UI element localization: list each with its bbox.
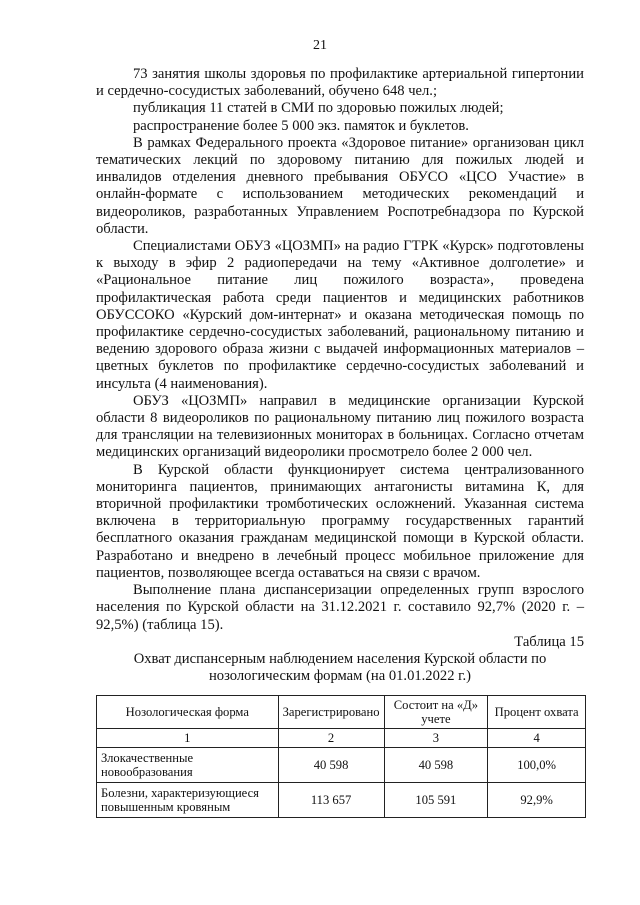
- table-cell: 113 657: [278, 783, 384, 818]
- header-d-registered: Состоит на «Д» учете: [384, 696, 488, 729]
- table-cell: 3: [384, 729, 488, 748]
- table-row: [97, 748, 586, 783]
- table-cell: Болезни, характеризующиеся повышенным кровяным: [97, 783, 279, 818]
- paragraph-media-publications: публикация 11 статей в СМИ по здоровью пожилых людей;: [133, 100, 504, 117]
- table-cell: 100,0%: [488, 748, 586, 783]
- table-cell: 92,9%: [488, 783, 586, 818]
- header-coverage-percent: Процент охвата: [488, 696, 586, 729]
- body-text: [96, 66, 584, 818]
- table-index-row: [97, 729, 586, 748]
- table-label: Таблица 15: [514, 633, 584, 650]
- table-header-row: [97, 696, 586, 729]
- table-cell: 4: [488, 729, 586, 748]
- table-cell: 1: [97, 729, 279, 748]
- paragraph-videos: ОБУЗ «ЦОЗМП» направил в медицинские организации Курской области 8 видеороликов по рациональному питанию лиц пожилого возраста для трансляции на телевизионных мониторах в больницах. Согласно отчетам медицинских организаций видеоролики просмотрело более 2 000 чел.: [96, 392, 584, 461]
- table-cell: Злокачественные новообразования: [97, 748, 279, 783]
- header-registered: Зарегистрировано: [278, 696, 384, 729]
- table-cell: 105 591: [384, 783, 488, 818]
- paragraph-health-school: 73 занятия школы здоровья по профилактике артериальной гипертонии и сердечно-сосудистых заболеваний, обучено 648 чел.;: [96, 66, 584, 100]
- table-cell: 40 598: [384, 748, 488, 783]
- page-number: 21: [313, 38, 327, 53]
- paragraph-monitoring: В Курской области функционирует система централизованного мониторинга пациентов, принимающих антагонисты витамина К, для вторичной профилактики тромботических осложнений. Указанная система включена в территориальную программу государственных гарантий бесплатного оказания гражданам медицинской помощи в Курской области. Разработано и внедрено в лечебный процесс мобильное приложение для пациентов, позволяющее всегда оставаться на связи с врачом.: [96, 461, 584, 581]
- paragraph-healthy-nutrition: В рамках Федерального проекта «Здоровое питание» организован цикл тематических лекций по здоровому питанию для пожилых людей и инвалидов отделения дневного пребывания ОБУСО «ЦСО Участие» в онлайн-формате с использованием методических рекомендаций и видеороликов, разработанных Управлением Роспотребнадзора по Курской области.: [96, 134, 584, 237]
- paragraph-dispensary-plan: Выполнение плана диспансеризации определенных групп взрослого населения по Курской области на 31.12.2021 г. составило 92,7% (2020 г. – 92,5%) (таблица 15).: [96, 582, 584, 633]
- table-row: [97, 783, 586, 818]
- header-nosological-form: Нозологическая форма: [97, 696, 279, 729]
- paragraph-leaflets: распространение более 5 000 экз. памяток и буклетов.: [133, 117, 469, 134]
- coverage-table: [96, 695, 586, 818]
- paragraph-radio: Специалистами ОБУЗ «ЦОЗМП» на радио ГТРК «Курск» подготовлены к выходу в эфир 2 радиопередачи на тему «Активное долголетие» и «Рациональное питание лиц пожилого возраста», проведена профилактическая работа среди пациентов и медицинских работников ОБУССОКО «Курский дом-интернат» и оказана методическая помощь по профилактике сердечно-сосудистых заболеваний, рациональному питанию и ведению здорового образа жизни с выдачей информационных материалов – цветных буклетов по профилактике сердечно-сосудистых заболеваний и инсульта (4 наименования).: [96, 238, 584, 392]
- table-cell: 40 598: [278, 748, 384, 783]
- table-cell: 2: [278, 729, 384, 748]
- table-title: Охват диспансерным наблюдением населения Курской области по нозологическим формам (на 01.01.2022 г.): [133, 650, 547, 685]
